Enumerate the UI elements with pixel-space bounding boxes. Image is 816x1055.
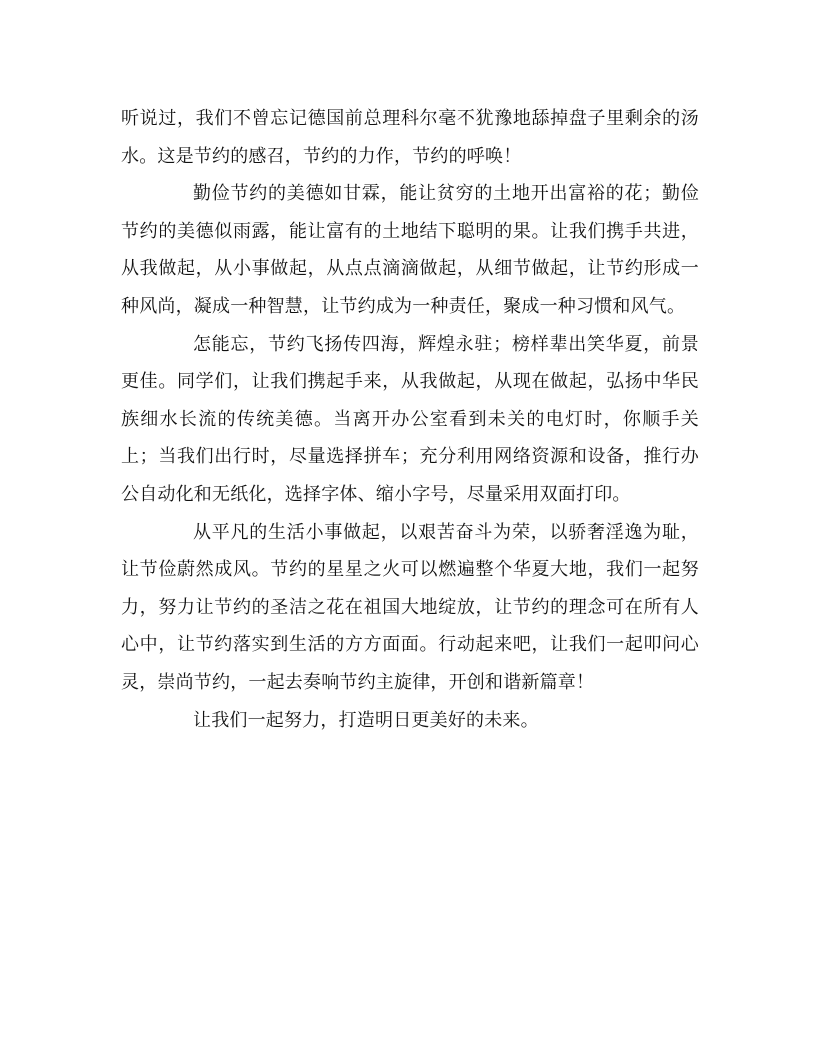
document-body bbox=[121, 100, 699, 739]
paragraph-2: 勤俭节约的美德如甘霖，能让贫穷的土地开出富裕的花；勤俭节约的美德似雨露，能让富有的土地结下聪明的果。让我们携手共进，从我做起，从小事做起，从点点滴滴做起，从细节做起，让节约形成一种风尚，凝成一种智慧，让节约成为一种责任，聚成一种习惯和风气。 bbox=[121, 183, 699, 317]
paragraph-4: 从平凡的生活小事做起，以艰苦奋斗为荣，以骄奢淫逸为耻，让节俭蔚然成风。节约的星星之火可以燃遍整个华夏大地，我们一起努力，努力让节约的圣洁之花在祖国大地绽放，让节约的理念可在所有人心中，让节约落实到生活的方方面面。行动起来吧，让我们一起叩问心灵，崇尚节约，一起去奏响节约主旋律，开创和谐新篇章！ bbox=[121, 521, 699, 693]
paragraph-1: 听说过，我们不曾忘记德国前总理科尔毫不犹豫地舔掉盘子里剩余的汤水。这是节约的感召，节约的力作，节约的呼唤！ bbox=[121, 108, 699, 167]
paragraph-3: 怎能忘，节约飞扬传四海，辉煌永驻；榜样辈出笑华夏，前景更佳。同学们，让我们携起手来，从我做起，从现在做起，弘扬中华民族细水长流的传统美德。当离开办公室看到未关的电灯时，你顺手关上；当我们出行时，尽量选择拼车；充分利用网络资源和设备，推行办公自动化和无纸化，选择字体、缩小字号，尽量采用双面打印。 bbox=[121, 333, 699, 505]
paragraph-5: 让我们一起努力，打造明日更美好的未来。 bbox=[193, 709, 539, 731]
